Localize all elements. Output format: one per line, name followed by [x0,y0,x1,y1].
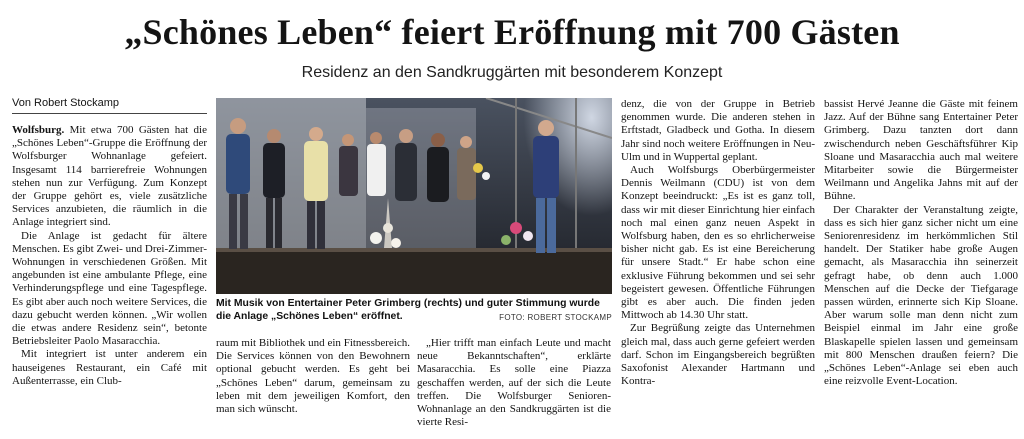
paragraph: Der Charakter der Veranstaltung zeigte, dass es sich hier ganz sicher nicht um eine Seniorenresidenz im herkömmlichen Stil handelt. Der Statiker habe große Augen gemacht, als Masaracchia ihn seinerzeit gefragt habe, ob denn auch 1.000 Menschen auf die Decke der Tiefgarage passen würden, erinnerte sich Kip Sloane. Aber warum solle man denn nicht zum Beispiel einmal im Jahr eine große Blaskapelle spielen lassen und gemeinsam mit 800 Menschen draußen feiern? Die „Schönes Leben“-Anlage sei eben auch eine reizvolle Event-Location. [824,203,1018,388]
paragraph: bassist Hervé Jeanne die Gäste mit feinem Jazz. Auf der Bühne sang Entertainer Peter Grimberg. Dazu tanzten dort dann zwischendurch neben Geschäftsführer Kip Sloane und Masaracchia auch mal weitere Mitarbeiter sowie die Bürgermeister Weilmann und Angelika Jahns mit auf der Bühne. [824,98,1018,203]
paragraph: raum mit Bibliothek und ein Fitnessbereich. Die Services können von den Bewohnern optional gebucht werden. Es geht bei „Schönes Leben“ darum, gemeinsam zu leben mit dem jeweiligen Komfort, den man sich wünscht. [216,337,410,416]
dateline: Wolfsburg. [12,124,65,136]
paragraph: Die Anlage ist gedacht für ältere Menschen. Es gibt Zwei- und Drei-Zimmer-Wohnungen in verschiedenen Größen. Mit angebunden ist eine ambulante Pflege, eine Verhinderungspflege und eine Tagespflege. Es gibt aber auch noch weitere Services, die dazu gebucht werden können. „Wir wollen die etwas andere Residenz sein“, betonte Betriebsleiter Paolo Masaracchia. [12,229,207,348]
paragraph-text: Mit etwa 700 Gästen hat die „Schönes Leben“-Gruppe die Eröffnung der Wolfsburger Wohnanlage gefeiert. Insgesamt 114 barrierefreie Wohnungen stehen nun zur Verfügung. Zum Konzept der Gruppe gehört es, viele zusätzliche Services anzubieten, die räumlich in die Anlage integriert sind. [12,124,207,229]
text-column-1 [12,124,207,437]
paragraph: Auch Wolfsburgs Oberbürgermeister Dennis Weilmann (CDU) ist von dem Konzept beeindruckt: „Es ist es ganz toll, dass wir mit dieser Einrichtung hier einfach noch mal einen ganz neuen Aspekt in Wolfsburg haben, den es so ehrlicherweise bisher nicht gab. Es ist eine Bereicherung für unsere Stadt.“ Er habe schon eine exklusive Führung bekommen und sei sehr begeistert gewesen. Öffentliche Führungen gibt es aber auch. Die finden jeden Mittwoch ab 14.30 Uhr statt. [621,164,815,322]
article-photo [216,98,612,294]
photo-credit: FOTO: ROBERT STOCKAMP [499,313,612,322]
article-headline: „Schönes Leben“ feiert Eröffnung mit 700 Gästen [124,12,900,52]
stage-photo-illustration [216,98,612,294]
paragraph [12,124,207,230]
paragraph: „Hier trifft man einfach Leute und macht neue Bekanntschaften“, erklärte Masaracchia. Es solle eine Piazza geschaffen werden, auf der sich die Leute treffen. Die Wolfsburger Senioren-Wohnanlage an den Sandkruggärten ist die vierte Resi- [417,337,611,429]
paragraph: Mit integriert ist unter anderem ein hauseigenes Restaurant, ein Café mit Außenterrasse, ein Club- [12,348,207,387]
text-column-3 [417,337,611,437]
paragraph: Zur Begrüßung zeigte das Unternehmen gleich mal, dass auch gerne gefeiert werden darf. Schon im Eingangsbereich begrüßten Saxofonist Alexander Hartmann und Kontra- [621,322,815,388]
text-column-4 [621,98,815,437]
text-column-2 [216,337,410,437]
paragraph: denz, die von der Gruppe in Betrieb genommen wurde. Die anderen stehen in Erftstadt, Gladbeck und Gotha. In diesem Jahr sind noch weitere Eröffnungen in Neu-Ulm und in Wuppertal geplant. [621,98,815,163]
text-column-5 [824,98,1018,437]
photo-caption: Mit Musik von Entertainer Peter Grimberg (rechts) und guter Stimmung wurde die Anlage „Schönes Leben“ eröffnet. [216,298,600,322]
article-byline: Von Robert Stockamp [12,96,207,114]
article-subheadline: Residenz an den Sandkruggärten mit besonderem Konzept [301,64,723,81]
